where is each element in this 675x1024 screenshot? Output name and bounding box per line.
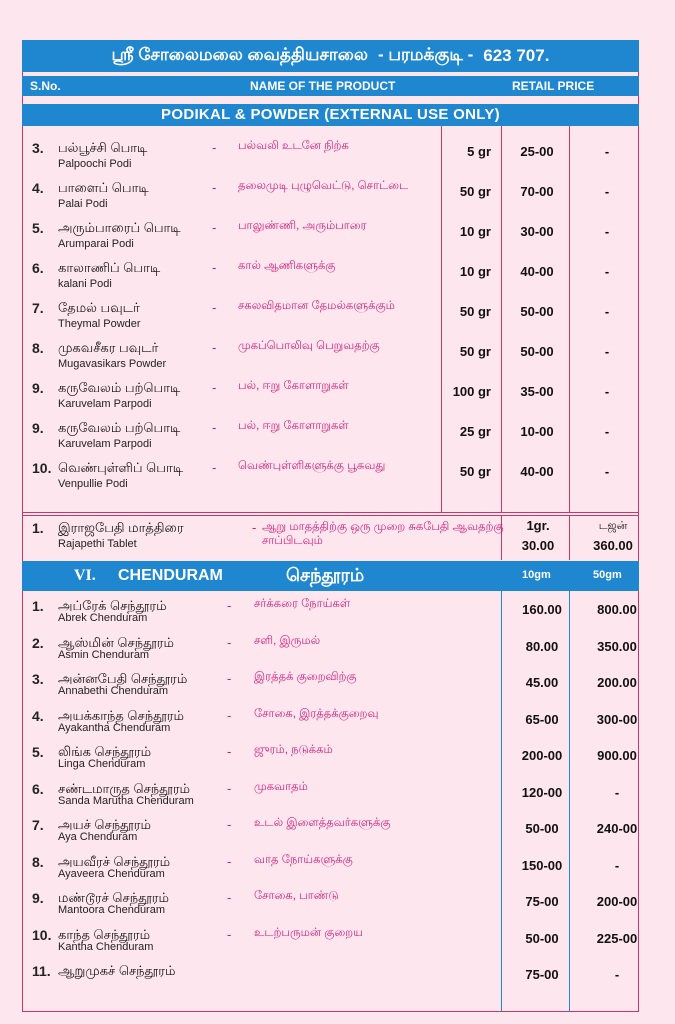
item-number: 6. bbox=[32, 780, 44, 797]
item-tamil-name: அப்ரேக் செந்தூரம் bbox=[58, 598, 167, 613]
item-use: வெண்புள்ளிகளுக்கு பூசுவது bbox=[238, 460, 386, 472]
item-tamil-name: அன்னபேதி செந்தூரம் bbox=[58, 671, 188, 686]
item-tamil-name: அயவீரச் செந்தூரம் bbox=[58, 853, 171, 869]
item-dozen-price: - bbox=[614, 784, 620, 800]
item-english-name: Venpullie Podi bbox=[58, 478, 128, 490]
item-dash: - bbox=[212, 420, 217, 435]
item-english-name: Karuvelam Parpodi bbox=[58, 398, 152, 410]
item-dash: - bbox=[212, 220, 217, 235]
item-quantity: 50 gr bbox=[459, 184, 491, 199]
item-dozen-price: 900.00 bbox=[597, 748, 637, 763]
column-header-bar bbox=[22, 76, 639, 96]
item-tamil-name: கருவேலம் பற்பொடி bbox=[58, 420, 181, 435]
list-item bbox=[22, 378, 639, 418]
item-number: 1. bbox=[32, 598, 44, 614]
item-number: 7. bbox=[32, 300, 44, 316]
item-dozen-price: - bbox=[604, 464, 610, 479]
item-dozen-price: - bbox=[604, 144, 610, 159]
item-use: கால் ஆணிகளுக்கு bbox=[238, 260, 336, 272]
list-item bbox=[22, 779, 639, 819]
item-unit: 1gr. bbox=[526, 518, 550, 533]
item-use: சகலவிதமான தேமல்களுக்கும் bbox=[238, 300, 395, 312]
item-use: பல்வலி உடனே நிற்க bbox=[238, 140, 349, 152]
item-dash: - bbox=[227, 926, 232, 942]
item-tamil-name: லிங்க செந்தூரம் bbox=[58, 744, 152, 759]
item-number: 4. bbox=[32, 707, 44, 724]
item-tamil-name: தேமல் பவுடர் bbox=[58, 300, 140, 315]
item-english-name: Mantoora Chenduram bbox=[58, 904, 166, 916]
item-english-name: Annabethi Chenduram bbox=[58, 685, 169, 697]
item-tamil-name: அயக்காந்த செந்தூரம் bbox=[58, 707, 184, 723]
section2-title: CHENDURAM bbox=[118, 567, 223, 584]
item-use: சோகை, பாண்டு bbox=[254, 890, 339, 902]
item-use: பல், ஈறு கோளாறுகள் bbox=[238, 380, 349, 392]
item-tamil-name: காலாணிப் பொடி bbox=[58, 260, 161, 275]
item-use: உடல் இளைத்தவர்களுக்கு bbox=[254, 817, 391, 829]
item-dash: - bbox=[227, 671, 232, 686]
section2-roman: VI. bbox=[74, 567, 96, 584]
col-product: NAME OF THE PRODUCT bbox=[250, 79, 396, 93]
list-item bbox=[22, 925, 639, 965]
item-english-name: Asmin Chenduram bbox=[58, 648, 150, 661]
item-tamil-name: பல்பூச்சி பொடி bbox=[58, 140, 148, 155]
item-dash: - bbox=[212, 460, 217, 475]
item-english-name: Palai Podi bbox=[58, 198, 108, 210]
item-number: 5. bbox=[32, 220, 44, 236]
item-quantity: 50 gr bbox=[459, 464, 491, 479]
item-quantity: 25 gr bbox=[459, 424, 491, 439]
item-price: 150-00 bbox=[521, 857, 563, 873]
list-item bbox=[22, 815, 639, 855]
item-dozen-price: - bbox=[604, 184, 610, 199]
item-price: 80.00 bbox=[525, 638, 559, 654]
item-tamil-name: சண்டமாருத செந்தூரம் bbox=[58, 780, 190, 796]
item-use: வாத நோய்களுக்கு bbox=[254, 853, 353, 866]
item-dash: - bbox=[227, 780, 232, 796]
list-item bbox=[22, 596, 639, 636]
item-quantity: 50 gr bbox=[459, 304, 491, 319]
item-quantity: 10 gr bbox=[459, 224, 491, 239]
item-price: 35-00 bbox=[520, 384, 554, 399]
item-tamil-name: கருவேலம் பற்பொடி bbox=[58, 380, 181, 395]
col-sno: S.No. bbox=[30, 79, 61, 93]
item-english-name: Abrek Chenduram bbox=[58, 612, 148, 624]
item-dash: - bbox=[227, 817, 232, 832]
item-use: சோகை, இரத்தக்குறைவு bbox=[254, 707, 379, 720]
item-quantity: 10 gr bbox=[459, 264, 491, 279]
item-number: 9. bbox=[32, 380, 44, 396]
item-dash: - bbox=[212, 340, 217, 355]
item-dash: - bbox=[212, 260, 217, 275]
item-number: 9. bbox=[32, 420, 44, 436]
item-use: பாலுண்ணி, அரும்பாரை bbox=[238, 220, 367, 232]
item-dozen-price: 300-00 bbox=[596, 711, 638, 727]
item-dash: - bbox=[227, 634, 232, 650]
tablet-row bbox=[22, 518, 639, 558]
item-price: 30.00 bbox=[521, 538, 555, 553]
item-dash: - bbox=[227, 744, 232, 759]
item-dozen-price: - bbox=[604, 224, 610, 239]
item-dozen-price: - bbox=[614, 857, 620, 873]
item-dash: - bbox=[252, 520, 257, 535]
item-use: முகப்பொலிவு பெறுவதற்கு bbox=[238, 340, 380, 352]
item-tamil-name: பாளைப் பொடி bbox=[58, 180, 149, 195]
item-dozen-price: - bbox=[604, 384, 610, 399]
item-english-name: Aya Chenduram bbox=[58, 831, 138, 843]
item-english-name: Mugavasikars Powder bbox=[58, 358, 167, 370]
divider bbox=[22, 512, 639, 513]
item-use: சர்க்கரை நோய்கள் bbox=[254, 598, 351, 610]
item-english-name: Palpoochi Podi bbox=[58, 158, 132, 170]
item-quantity: 100 gr bbox=[452, 384, 491, 399]
item-use: தலைமுடி புழுவெட்டு, சொட்டை bbox=[238, 180, 409, 192]
item-english-name: Ayakantha Chenduram bbox=[58, 721, 171, 734]
item-price: 40-00 bbox=[520, 264, 554, 279]
item-number: 4. bbox=[32, 180, 44, 196]
item-dozen-price: 200.00 bbox=[597, 675, 637, 690]
list-item bbox=[22, 418, 639, 458]
item-tamil-name: வெண்புள்ளிப் பொடி bbox=[58, 460, 184, 475]
item-english-name: Ayaveera Chenduram bbox=[58, 867, 165, 880]
item-dozen-price: 200-00 bbox=[596, 894, 638, 909]
item-dozen-price: - bbox=[614, 967, 620, 982]
list-item bbox=[22, 258, 639, 298]
item-price: 45.00 bbox=[525, 675, 559, 690]
item-price: 25-00 bbox=[520, 144, 554, 159]
col-price: RETAIL PRICE bbox=[512, 79, 595, 93]
item-dozen-price: - bbox=[604, 264, 610, 279]
item-price: 50-00 bbox=[520, 304, 554, 319]
item-english-name: Theymal Powder bbox=[58, 318, 141, 330]
item-tamil-name: இராஜபேதி மாத்திரை bbox=[58, 520, 184, 535]
item-dash: - bbox=[212, 140, 217, 155]
shop-title: ஸ்ரீ சோலைமலை வைத்தியசாலை bbox=[111, 45, 368, 64]
item-dozen-price: 225-00 bbox=[596, 930, 638, 946]
item-use: ஆறு மாதத்திற்கு ஒரு முறை சுகபேதி ஆவதற்கு சாப்பிடவும் bbox=[262, 521, 504, 547]
item-number: 3. bbox=[32, 671, 44, 687]
item-dash: - bbox=[227, 707, 232, 723]
item-price: 75-00 bbox=[525, 967, 559, 982]
item-english-name: Arumparai Podi bbox=[58, 238, 134, 250]
item-price: 160.00 bbox=[522, 602, 562, 617]
list-item bbox=[22, 669, 639, 709]
section2-col2: 50gm bbox=[593, 569, 622, 581]
shop-pincode: 623 707. bbox=[483, 46, 550, 65]
item-price: 50-00 bbox=[525, 930, 559, 946]
list-item bbox=[22, 298, 639, 338]
list-item bbox=[22, 138, 639, 178]
item-price: 50-00 bbox=[520, 344, 554, 359]
title-bar bbox=[22, 40, 639, 72]
item-dash: - bbox=[212, 180, 217, 195]
item-price: 10-00 bbox=[520, 424, 554, 439]
section1-title: PODIKAL & POWDER (EXTERNAL USE ONLY) bbox=[22, 104, 639, 126]
item-english-name: Kantha Chenduram bbox=[58, 940, 154, 953]
item-english-name: Karuvelam Parpodi bbox=[58, 438, 152, 450]
item-number: 9. bbox=[32, 890, 44, 906]
item-price: 30-00 bbox=[520, 224, 554, 239]
item-tamil-name: அயச் செந்தூரம் bbox=[58, 817, 151, 832]
item-number: 3. bbox=[32, 140, 44, 156]
item-price: 65-00 bbox=[525, 711, 559, 727]
list-item bbox=[22, 633, 639, 673]
item-english-name: Linga Chenduram bbox=[58, 758, 146, 770]
item-dozen-price: 350.00 bbox=[597, 638, 637, 654]
item-dash: - bbox=[227, 890, 232, 905]
item-dozen-price: - bbox=[604, 424, 610, 439]
item-number: 1. bbox=[32, 520, 44, 536]
item-tamil-name: ஆஸ்மின் செந்தூரம் bbox=[58, 634, 174, 650]
list-item bbox=[22, 218, 639, 258]
item-tamil-name: அரும்பாரைப் பொடி bbox=[58, 220, 181, 235]
item-number: 11. bbox=[32, 963, 51, 979]
item-dozen-price: 800.00 bbox=[597, 602, 637, 617]
item-price: 40-00 bbox=[520, 464, 554, 479]
list-item bbox=[22, 852, 639, 892]
item-use: உடற்பருமன் குறைய bbox=[254, 926, 363, 939]
item-dash: - bbox=[227, 853, 232, 869]
item-dozen-price: 240-00 bbox=[596, 821, 638, 836]
item-quantity: 5 gr bbox=[467, 144, 491, 159]
item-number: 5. bbox=[32, 744, 44, 760]
item-number: 2. bbox=[32, 634, 44, 651]
item-tamil-name: முகவசீகர பவுடர் bbox=[58, 340, 159, 355]
item-number: 10. bbox=[32, 926, 52, 943]
item-dozen-price: - bbox=[604, 304, 610, 319]
item-english-name: kalani Podi bbox=[58, 278, 112, 290]
item-dash: - bbox=[212, 380, 217, 395]
section2-title-tamil: செந்தூரம் bbox=[286, 565, 365, 585]
item-tamil-name: காந்த செந்தூரம் bbox=[58, 926, 151, 942]
item-price: 120-00 bbox=[521, 784, 563, 800]
list-item bbox=[22, 888, 639, 928]
dozen-price: 360.00 bbox=[593, 538, 633, 553]
item-english-name: Rajapethi Tablet bbox=[58, 538, 137, 550]
item-dozen-price: - bbox=[604, 344, 610, 359]
item-dash: - bbox=[212, 300, 217, 315]
item-number: 10. bbox=[32, 460, 52, 476]
section2-col1: 10gm bbox=[522, 569, 551, 581]
list-item bbox=[22, 742, 639, 782]
item-english-name: Sanda Marutha Chenduram bbox=[58, 794, 194, 807]
item-number: 8. bbox=[32, 853, 44, 870]
list-item bbox=[22, 706, 639, 746]
item-number: 7. bbox=[32, 817, 44, 833]
item-use: பல், ஈறு கோளாறுகள் bbox=[238, 420, 349, 432]
item-price: 200-00 bbox=[521, 748, 563, 763]
item-use: ஜுரம், நடுக்கம் bbox=[254, 744, 333, 756]
item-dash: - bbox=[227, 598, 232, 613]
section2-bar bbox=[22, 561, 639, 591]
item-use: சளி, இருமல் bbox=[254, 634, 321, 647]
item-price: 75-00 bbox=[525, 894, 559, 909]
divider bbox=[22, 515, 639, 516]
item-tamil-name: மண்டூரச் செந்தூரம் bbox=[58, 890, 169, 905]
item-quantity: 50 gr bbox=[459, 344, 491, 359]
dozen-label: டஜன் bbox=[598, 520, 628, 532]
list-item bbox=[22, 458, 639, 498]
item-price: 70-00 bbox=[520, 184, 554, 199]
item-use: முகவாதம் bbox=[254, 780, 308, 793]
shop-place: - பரமக்குடி - bbox=[377, 45, 474, 64]
item-tamil-name: ஆறுமுகச் செந்தூரம் bbox=[58, 963, 176, 978]
item-number: 6. bbox=[32, 260, 44, 276]
item-price: 50-00 bbox=[525, 821, 559, 836]
item-use: இரத்தக் குறைவிற்கு bbox=[254, 671, 357, 683]
list-item bbox=[22, 178, 639, 218]
item-number: 8. bbox=[32, 340, 44, 356]
list-item bbox=[22, 338, 639, 378]
list-item bbox=[22, 961, 639, 1001]
